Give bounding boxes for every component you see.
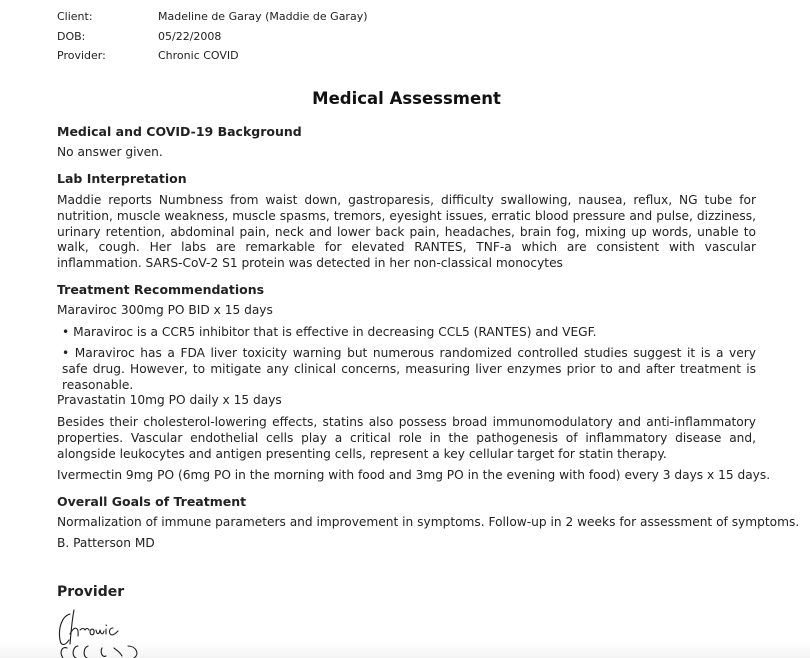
lab-heading: Lab Interpretation: [57, 171, 187, 186]
provider-signature: [54, 606, 164, 658]
page-title: Medical Assessment: [312, 89, 501, 108]
lab-body: Maddie reports Numbness from waist down, gastroparesis, difficulty swallowing, nausea, reflux, NG tube for nutrition, muscle weakness, muscle spasms, tremors, eyesight issues, erratic blood pressure and pulse, dizziness, urinary retention, abdominal pain, neck and lower back pain, headaches, brain fog, mixing up words, unable to walk, cough. Her labs are remarkable for elevated RANTES, TNF-a which are consistent with vascular inflammation. SARS-CoV-2 S1 protein was detected in her non-classical monocytes: [57, 193, 756, 271]
background-body: No answer given.: [57, 145, 163, 159]
provider-heading: Provider: [57, 584, 125, 600]
client-value: Madeline de Garay (Maddie de Garay): [158, 10, 368, 23]
ivermectin-dose: Ivermectin 9mg PO (6mg PO in the morning with food and 3mg PO in the evening with food) every 3 days x 15 days.: [57, 468, 771, 482]
signed-by: B. Patterson MD: [57, 536, 155, 550]
maraviroc-bullet-1: • Maraviroc is a CCR5 inhibitor that is effective in decreasing CCL5 (RANTES) and VEGF.: [62, 325, 597, 339]
goals-heading: Overall Goals of Treatment: [57, 494, 247, 509]
background-heading: Medical and COVID-19 Background: [57, 124, 302, 139]
statin-description: Besides their cholesterol-lowering effects, statins also possess broad immunomodulatory and anti-inflammatory properties. Vascular endothelial cells play a critical role in the pathogenesis of inflammatory disease and, alongside leukocytes and antigen presenting cells, represent a key cellular target for statin therapy.: [57, 415, 756, 461]
goals-body: Normalization of immune parameters and improvement in symptoms. Follow-up in 2 weeks for assessment of symptoms.: [57, 515, 800, 529]
dob-value: 05/22/2008: [158, 30, 222, 43]
provider-value: Chronic COVID: [158, 49, 239, 62]
maraviroc-bullet-2: • Maraviroc has a FDA liver toxicity warning but numerous randomized controlled studies suggest it is a very safe drug. However, to mitigate any clinical concerns, measuring liver enzymes prior to and after treatment is reasonable.: [62, 346, 756, 392]
maraviroc-dose: Maraviroc 300mg PO BID x 15 days: [57, 303, 273, 317]
provider-label: Provider:: [57, 49, 106, 62]
pravastatin-dose: Pravastatin 10mg PO daily x 15 days: [57, 393, 282, 407]
treatment-heading: Treatment Recommendations: [57, 282, 265, 297]
client-label: Client:: [57, 10, 93, 23]
dob-label: DOB:: [57, 30, 86, 43]
